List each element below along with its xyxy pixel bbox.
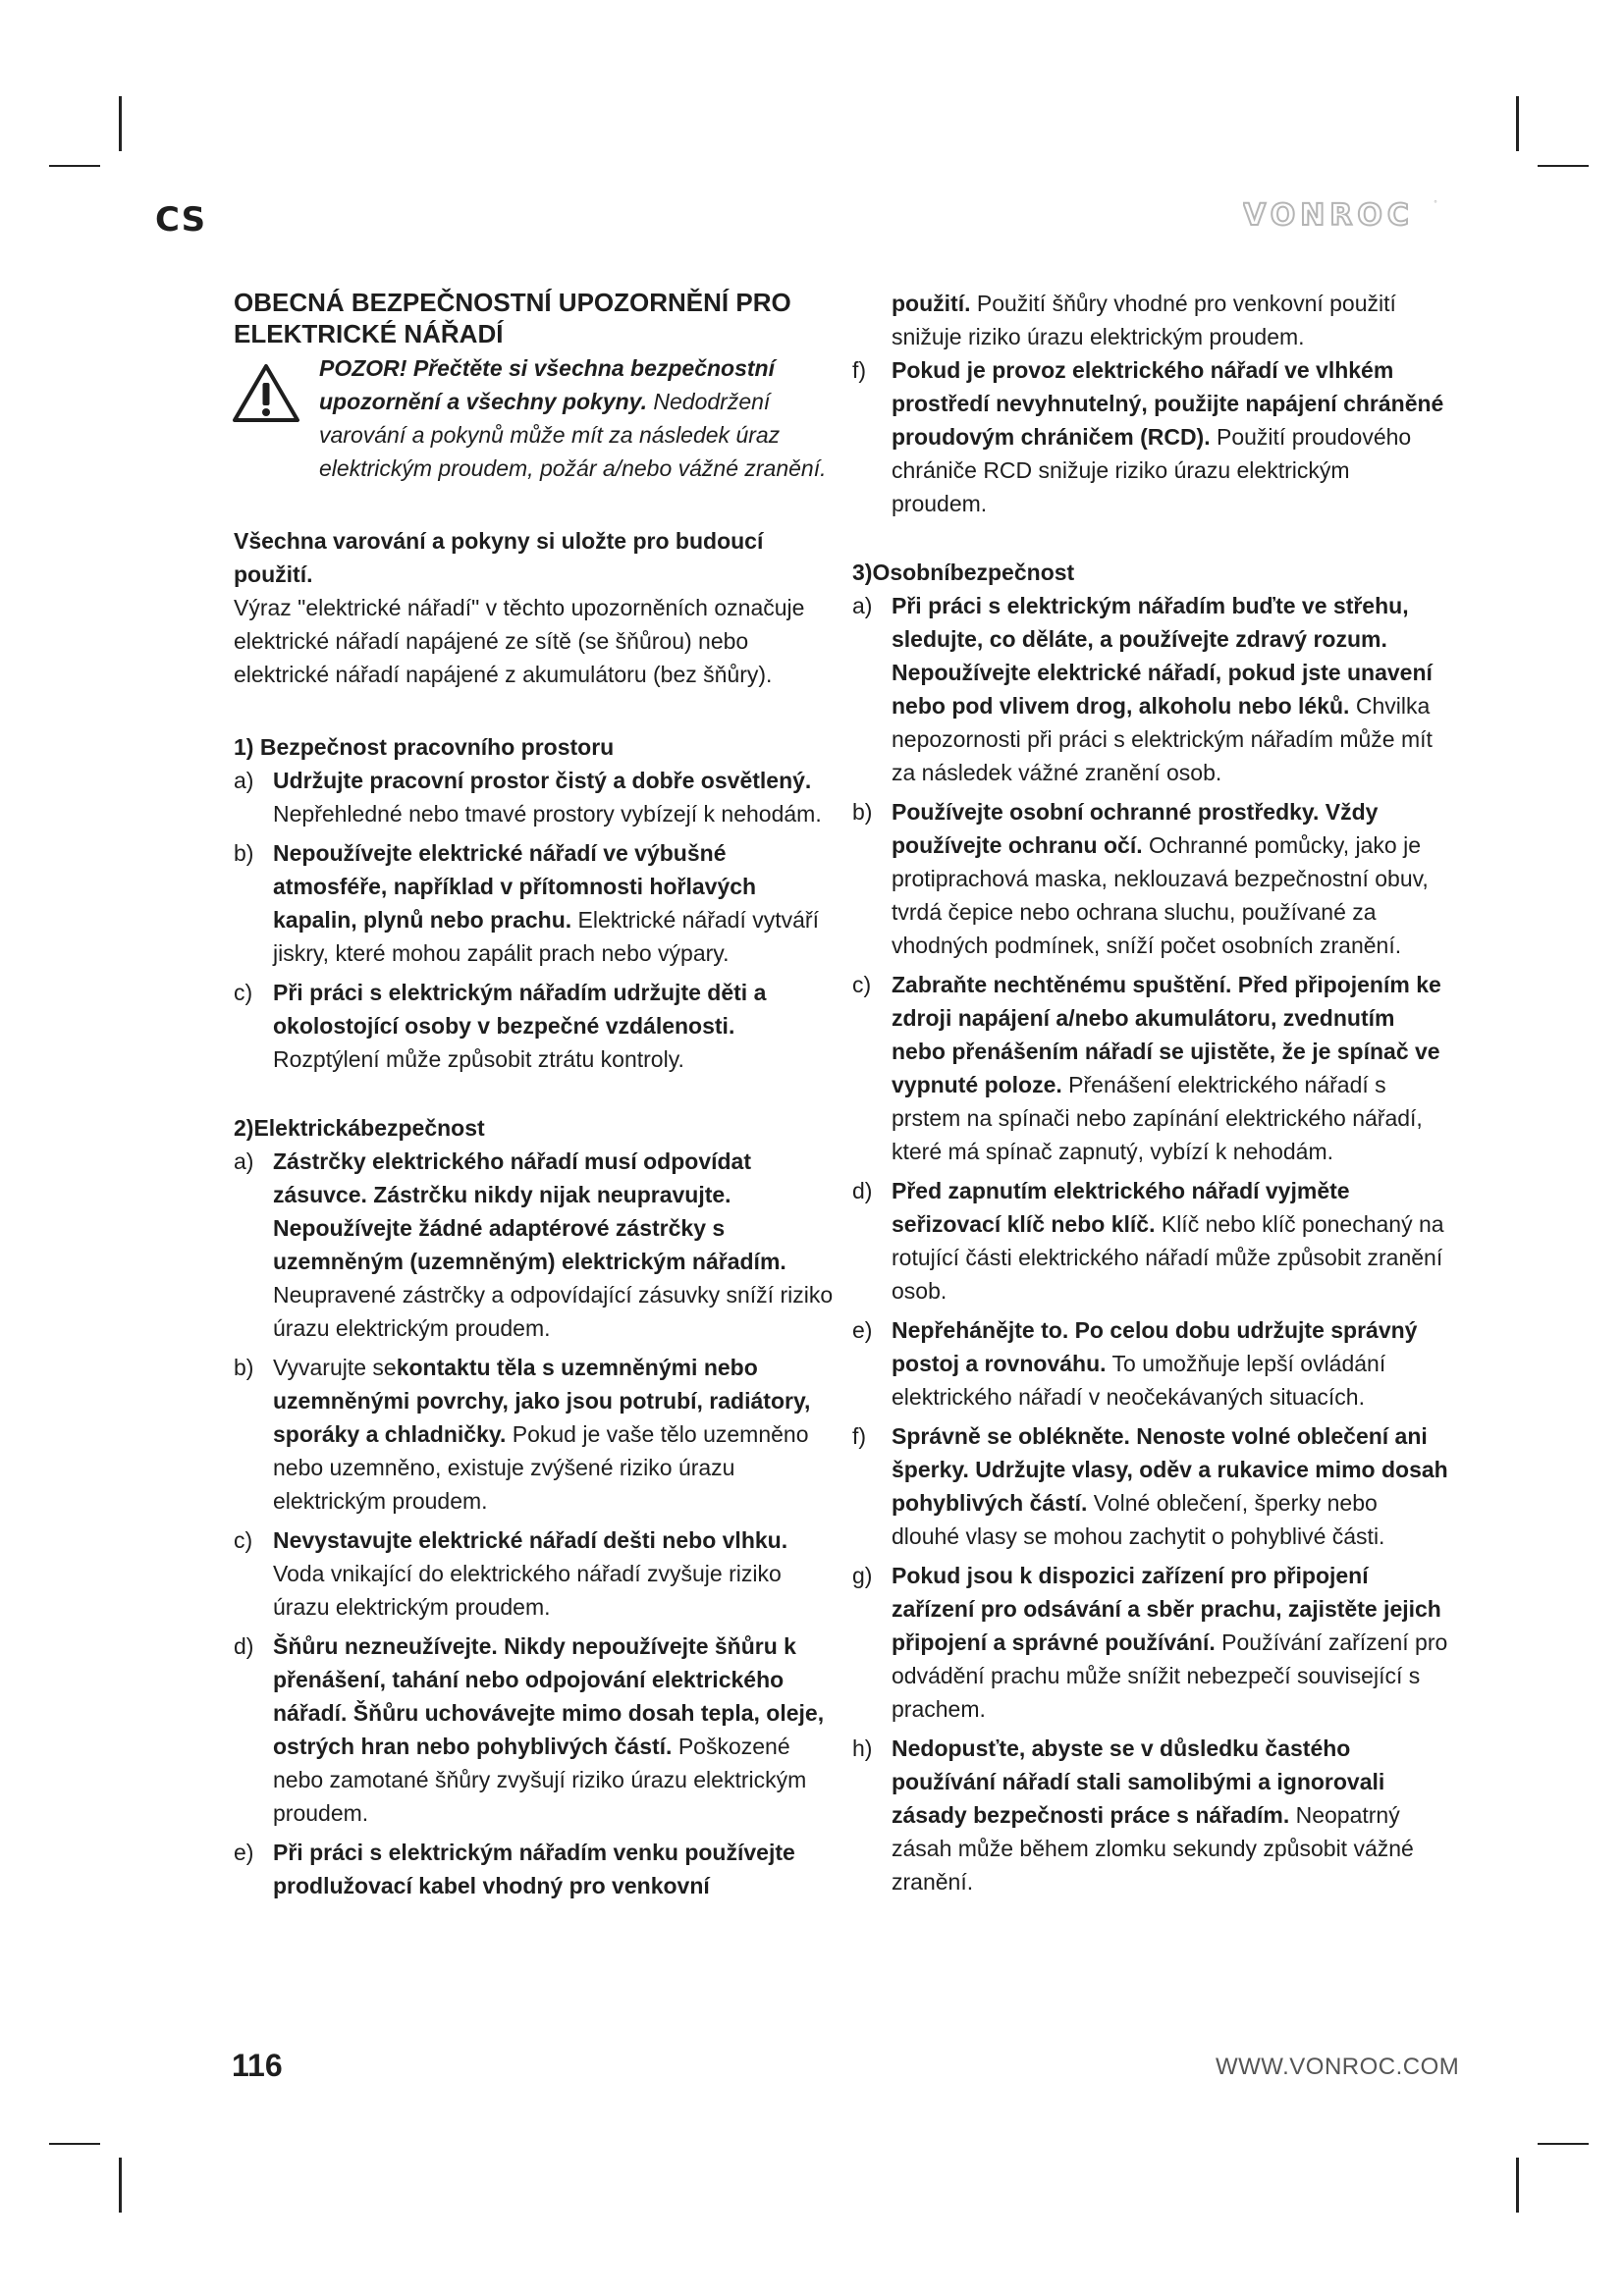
- list-item-continued: použití. Použití šňůry vhodné pro venkovní použití snižuje riziko úrazu elektrickým proudem.: [892, 291, 1396, 349]
- list-item: d) Šňůru nezneužívejte. Nikdy nepoužívejte šňůru k přenášení, tahání nebo odpojování elektrického nářadí. Šňůru uchovávejte mimo dosah tepla, oleje, ostrých hran nebo pohyblivých částí. Poškozené nebo zamotané šňůry zvyšují riziko úrazu elektrickým proudem.: [234, 1629, 835, 1830]
- list-item: b) Používejte osobní ochranné prostředky. Vždy používejte ochranu očí. Ochranné pomůcky, jako je protiprachová maska, neklouzavá bezpečnostní obuv, tvrdá čepice nebo ochrana sluchu, používané za vhodných podmínek, sníží počet osobních zranění.: [852, 795, 1449, 962]
- left-column: [234, 287, 835, 1908]
- section-title: OBECNÁ BEZPEČNOSTNÍ UPOZORNĚNÍ PRO ELEKTRICKÉ NÁŘADÍ: [234, 288, 791, 348]
- list-item: c) Zabraňte nechtěnému spuštění. Před připojením ke zdroji napájení a/nebo akumulátoru, zvednutím nebo přenášením nářadí se ujistěte, že je spínač ve vypnuté poloze. Přenášení elektrického nářadí s prstem na spínači nebo zapínání elektrického nářadí, které má spínač zapnutý, vybízí k nehodám.: [852, 968, 1449, 1168]
- brand-logo-text: VONROC: [1243, 198, 1414, 228]
- website-url: WWW.VONROC.COM: [1216, 2054, 1460, 2080]
- crop-mark: [1538, 165, 1589, 167]
- list-item: b) Nepoužívejte elektrické nářadí ve výbušné atmosféře, například v přítomnosti hořlavých kapalin, plynů nebo prachu. Elektrické nářadí vytváří jiskry, které mohou zapálit prach nebo výpary.: [234, 836, 835, 970]
- list-item-label: c): [234, 1527, 253, 1553]
- list-item-label: e): [852, 1317, 873, 1343]
- section-3-title: 3)Osobníbezpečnost: [852, 560, 1075, 585]
- list-item: f) Správně se oblékněte. Nenoste volné oblečení ani šperky. Udržujte vlasy, oděv a rukavice mimo dosah pohyblivých částí. Volné oblečení, šperky nebo dlouhé vlasy se mohou zachytit o pohyblivé části.: [852, 1419, 1449, 1553]
- list-item: a) Zástrčky elektrického nářadí musí odpovídat zásuvce. Zástrčku nikdy nijak neupravujte. Nepoužívejte žádné adaptérové zástrčky s uzemněným (uzemněným) elektrickým nářadím. Neupravené zástrčky a odpovídající zásuvky sníží riziko úrazu elektrickým proudem.: [234, 1145, 835, 1345]
- crop-mark: [1538, 2143, 1589, 2145]
- list-item-label: f): [852, 1423, 867, 1449]
- list-item-label: a): [234, 1148, 254, 1174]
- list-item-label: a): [852, 593, 873, 618]
- list-item-label: c): [234, 980, 253, 1005]
- definition-text: Výraz "elektrické nářadí" v těchto upozorněních označuje elektrické nářadí napájené ze sítě (se šňůrou) nebo elektrické nářadí napájené z akumulátoru (bez šňůry).: [234, 595, 805, 687]
- list-item-label: a): [234, 768, 254, 793]
- svg-text:°: °: [1434, 199, 1437, 208]
- section-2-list-continued: [852, 353, 1449, 520]
- list-item-label: b): [852, 799, 873, 825]
- list-item: b) Vyvarujte sekontaktu těla s uzemněnými nebo uzemněnými povrchy, jako jsou potrubí, radiátory, sporáky a chladničky. Pokud je vaše tělo uzemněno nebo uzemněno, existuje zvýšené riziko úrazu elektrickým proudem.: [234, 1351, 835, 1518]
- list-item-label: d): [234, 1633, 254, 1659]
- list-item: h) Nedopusťte, abyste se v důsledku častého používání nářadí stali samolibými a ignorovali zásady bezpečnosti práce s nářadím. Neopatrný zásah může během zlomku sekundy způsobit vážné zranění.: [852, 1732, 1449, 1898]
- list-item: c) Při práci s elektrickým nářadím udržujte děti a okolostojící osoby v bezpečné vzdálenosti. Rozptýlení může způsobit ztrátu kontroly.: [234, 976, 835, 1076]
- list-item-label: c): [852, 972, 872, 997]
- list-item-label: d): [852, 1178, 873, 1203]
- section-1-title: 1) Bezpečnost pracovního prostoru: [234, 734, 615, 760]
- list-item: c) Nevystavujte elektrické nářadí dešti nebo vlhku. Voda vnikající do elektrického nářadí zvyšuje riziko úrazu elektrickým proudem.: [234, 1523, 835, 1624]
- save-instructions-heading: Všechna varování a pokyny si uložte pro budoucí použití.: [234, 528, 764, 587]
- list-item: f) Pokud je provoz elektrického nářadí ve vlhkém prostředí nevyhnutelný, použijte napájení chráněné proudovým chráničem (RCD). Použití proudového chrániče RCD snižuje riziko úrazu elektrickým proudem.: [852, 353, 1449, 520]
- list-item: d) Před zapnutím elektrického nářadí vyjměte seřizovací klíč nebo klíč. Klíč nebo klíč ponechaný na rotující části elektrického nářadí může způsobit zranění osob.: [852, 1174, 1449, 1308]
- list-item-label: g): [852, 1563, 873, 1588]
- warning-triangle-icon: [232, 363, 300, 424]
- list-item: e) Při práci s elektrickým nářadím venku používejte prodlužovací kabel vhodný pro venkovní: [234, 1836, 835, 1902]
- crop-mark: [1516, 2158, 1519, 2213]
- list-item: a) Udržujte pracovní prostor čistý a dobře osvětlený. Nepřehledné nebo tmavé prostory vybízejí k nehodám.: [234, 764, 835, 830]
- page-number: 116: [232, 2048, 283, 2083]
- crop-mark: [119, 2158, 122, 2213]
- warning-block: [234, 351, 835, 485]
- list-item-label: b): [234, 840, 254, 866]
- list-item: e) Nepřehánějte to. Po celou dobu udržujte správný postoj a rovnováhu. To umožňuje lepší ovládání elektrického nářadí v neočekávaných situacích.: [852, 1313, 1449, 1414]
- list-item-label: b): [234, 1355, 254, 1380]
- language-code: CS: [155, 200, 207, 240]
- crop-mark: [49, 165, 100, 167]
- section-2-list: [234, 1145, 835, 1902]
- crop-mark: [1516, 96, 1519, 151]
- section-2-title: 2)Elektrickábezpečnost: [234, 1115, 485, 1141]
- right-column: [852, 287, 1449, 1904]
- list-item-label: e): [234, 1840, 254, 1865]
- crop-mark: [49, 2143, 100, 2145]
- crop-mark: [119, 96, 122, 151]
- list-item: a) Při práci s elektrickým nářadím buďte ve střehu, sledujte, co děláte, a používejte zdravý rozum. Nepoužívejte elektrické nářadí, pokud jste unavení nebo pod vlivem drog, alkoholu nebo léků. Chvilka nepozornosti při práci s elektrickým nářadím může mít za následek vážné zranění osob.: [852, 589, 1449, 789]
- section-1-list: [234, 764, 835, 1076]
- warning-text: POZOR! Přečtěte si všechna bezpečnostní upozornění a všechny pokyny. Nedodržení varování a pokynů může mít za následek úraz elektrickým proudem, požár a/nebo vážné zranění.: [319, 355, 827, 481]
- list-item-label: f): [852, 357, 867, 383]
- list-item-label: h): [852, 1735, 873, 1761]
- brand-logo: [1243, 198, 1441, 228]
- list-item: g) Pokud jsou k dispozici zařízení pro připojení zařízení pro odsávání a sběr prachu, zajistěte jejich připojení a správné používání. Používání zařízení pro odvádění prachu může snížit nebezpečí související s prachem.: [852, 1559, 1449, 1726]
- section-3-list: [852, 589, 1449, 1898]
